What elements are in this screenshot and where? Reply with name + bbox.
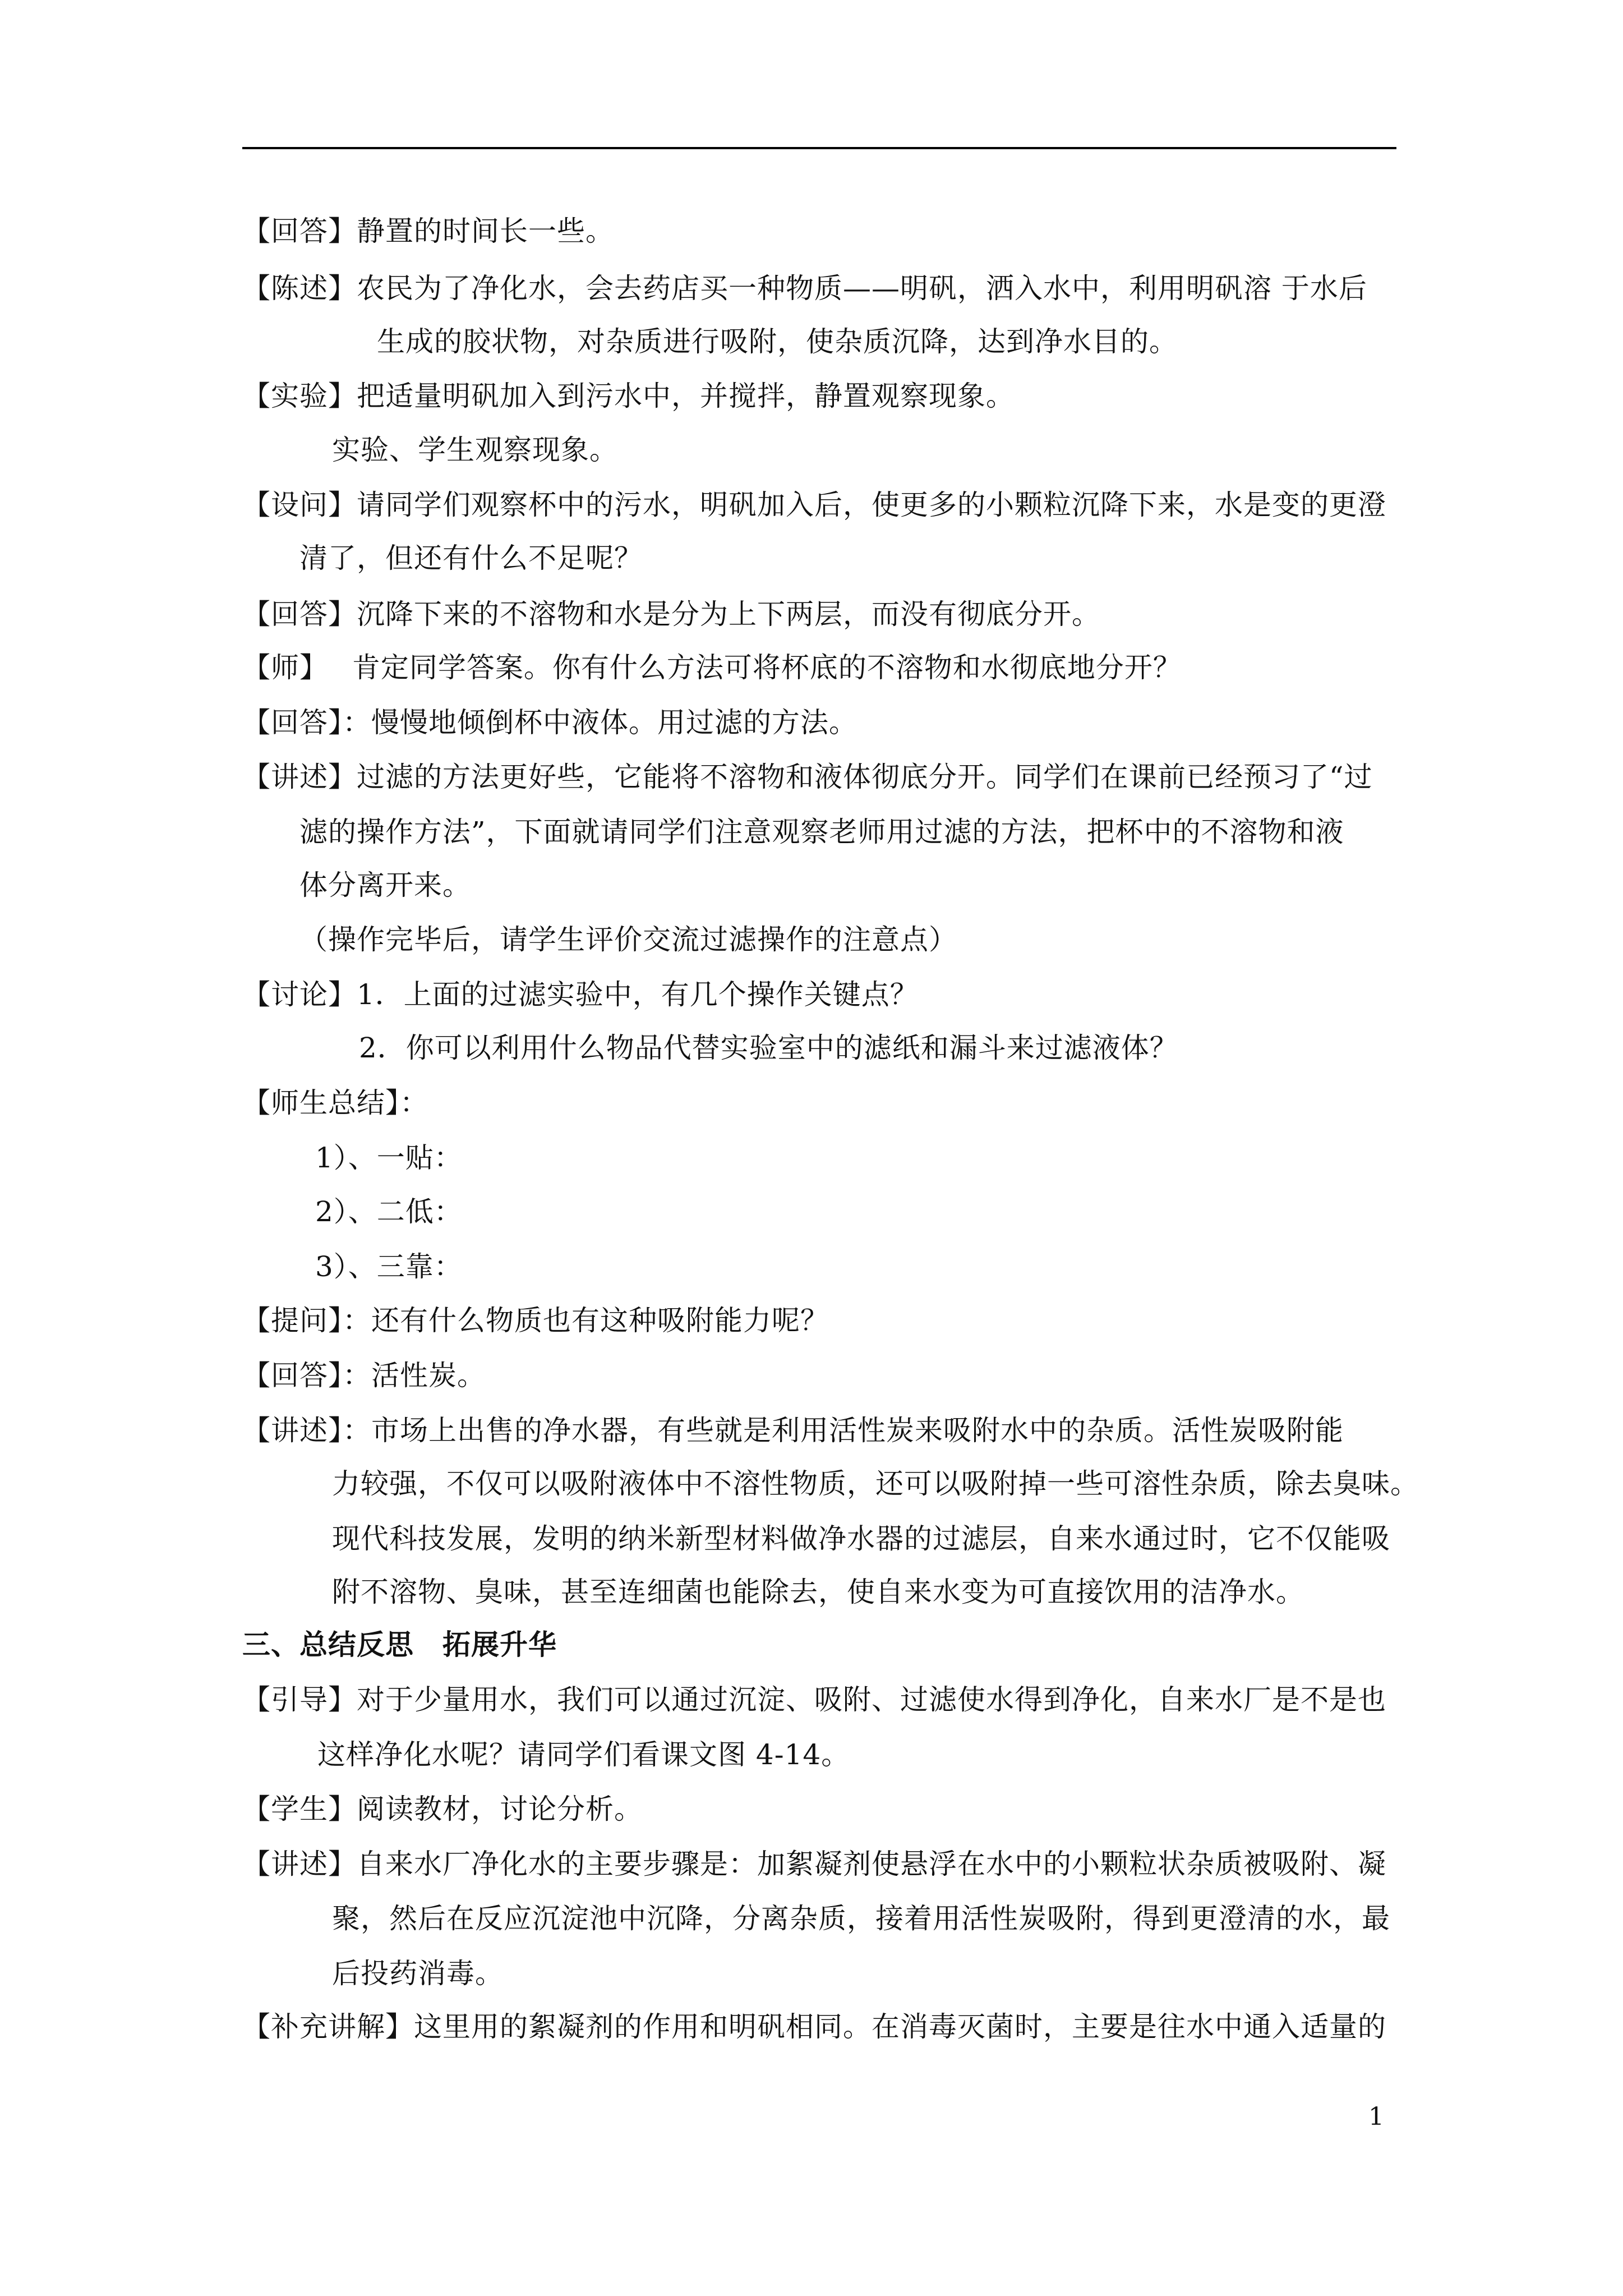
text-line: 清了，但还有什么不足呢？ [299,542,643,574]
text-line: 实验、学生观察现象。 [332,434,618,466]
text-line: 【讲述】过滤的方法更好些，它能将不溶物和液体彻底分开。同学们在课前已经预习了“过 [242,761,1373,793]
page-number: 1 [1368,2102,1384,2131]
text-line: 后投药消毒。 [332,1957,504,1990]
text-line: 【实验】把适量明矾加入到污水中，并搅拌，静置观察现象。 [242,380,1015,412]
text-line: （操作完毕后，请学生评价交流过滤操作的注意点） [299,923,957,956]
text-line: 【补充讲解】这里用的絮凝剂的作用和明矾相同。在消毒灭菌时，主要是往水中通入适量的 [242,2010,1386,2043]
text-line: 现代科技发展，发明的纳米新型材料做净水器的过滤层，自来水通过时，它不仅能吸 [332,1522,1390,1555]
text-line: 【回答】：活性炭。 [242,1359,486,1392]
text-line: 这样净化水呢？请同学们看课文图 4-14。 [317,1738,850,1771]
text-line: 【师生总结】： [242,1087,428,1119]
text-line: 【提问】：还有什么物质也有这种吸附能力呢？ [242,1304,829,1337]
section-heading: 三、总结反思 拓展升华 [242,1628,557,1661]
header-rule [242,147,1396,149]
text-line: 【讲述】：市场上出售的净水器，有些就是利用活性炭来吸附水中的杂质。活性炭吸附能 [242,1414,1344,1447]
text-line: 滤的操作方法”，下面就请同学们注意观察老师用过滤的方法，把杯中的不溶物和液 [299,816,1344,848]
text-line: 体分离开来。 [299,869,471,901]
text-line: 【讨论】1．上面的过滤实验中，有几个操作关键点？ [242,978,919,1011]
text-line: 【回答】静置的时间长一些。 [242,215,614,247]
text-line: 【回答】沉降下来的不溶物和水是分为上下两层，而没有彻底分开。 [242,598,1100,631]
text-line: 【引导】对于少量用水，我们可以通过沉淀、吸附、过滤使水得到净化，自来水厂是不是也 [242,1683,1386,1716]
text-line: 【师】 肯定同学答案。你有什么方法可将杯底的不溶物和水彻底地分开？ [242,651,1182,684]
text-line: 3）、三靠： [315,1250,463,1283]
text-line: 2．你可以利用什么物品代替实验室中的滤纸和漏斗来过滤液体？ [359,1032,1178,1064]
text-line: 【回答】：慢慢地倾倒杯中液体。用过滤的方法。 [242,706,857,739]
text-line: 【学生】阅读教材，讨论分析。 [242,1793,643,1825]
text-line: 力较强，不仅可以吸附液体中不溶性物质，还可以吸附掉一些可溶性杂质，除去臭味。 [332,1467,1419,1500]
text-line: 【讲述】自来水厂净化水的主要步骤是：加絮凝剂使悬浮在水中的小颗粒状杂质被吸附、凝 [242,1848,1386,1880]
text-line: 附不溶物、臭味，甚至连细菌也能除去，使自来水变为可直接饮用的洁净水。 [332,1576,1304,1608]
text-line: 2）、二低： [315,1195,463,1228]
text-line: 1）、一贴： [315,1142,463,1174]
text-line: 【陈述】农民为了净化水，会去药店买一种物质——明矾，洒入水中，利用明矾溶 于水后 [242,272,1367,305]
text-line: 聚，然后在反应沉淀池中沉降，分离杂质，接着用活性炭吸附，得到更澄清的水，最 [332,1902,1390,1935]
text-line: 【设问】请同学们观察杯中的污水，明矾加入后，使更多的小颗粒沉降下来，水是变的更澄 [242,489,1386,521]
text-line: 生成的胶状物，对杂质进行吸附，使杂质沉降，达到净水目的。 [377,325,1178,358]
